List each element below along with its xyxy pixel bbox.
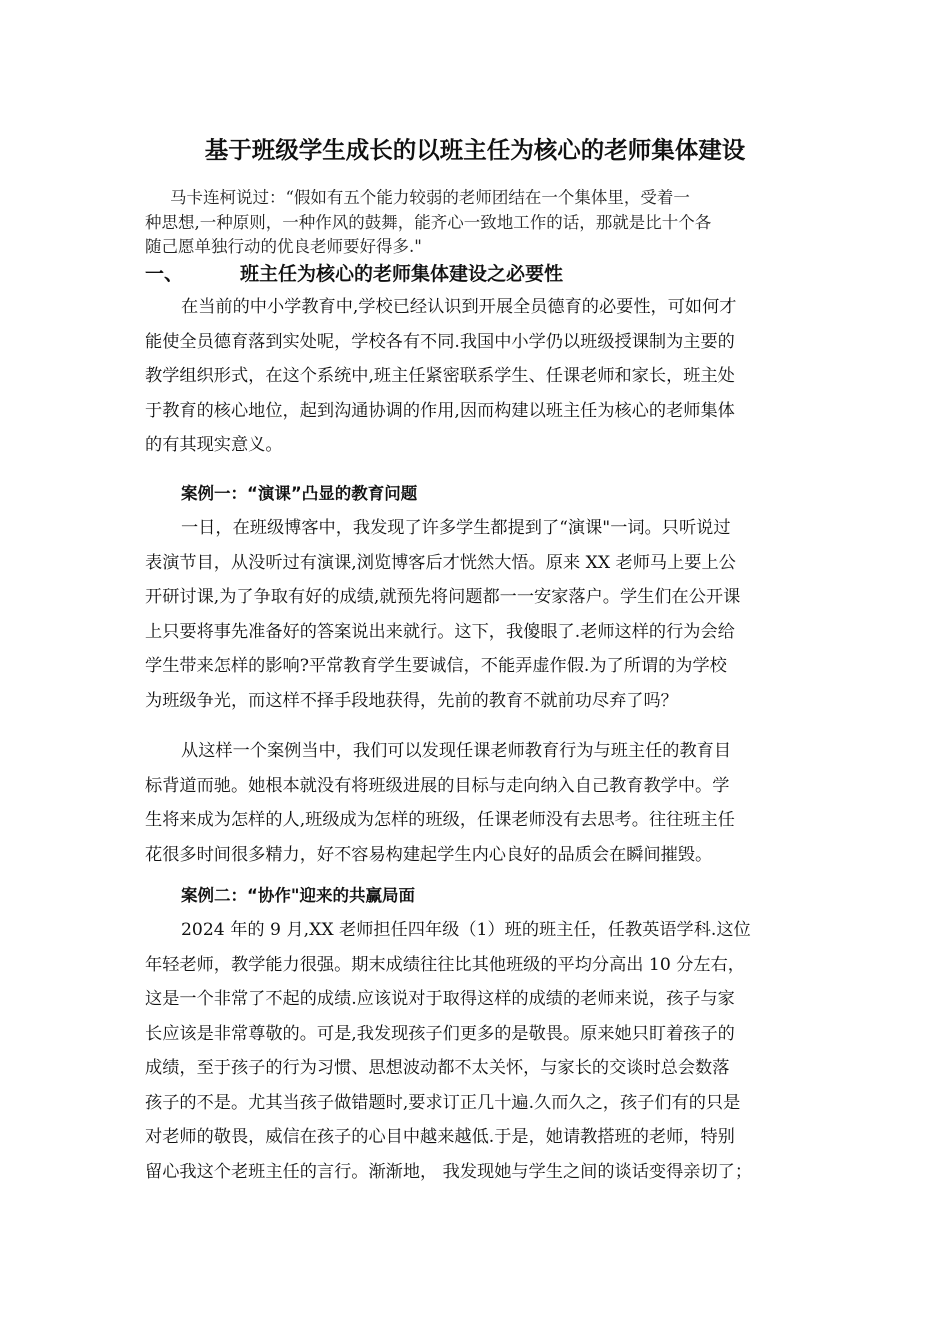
section-number: 一、 [145,263,184,285]
paragraph-line: 学生带来怎样的影响?平常教育学生要诚信，不能弄虚作假.为了所谓的为学校 [145,656,727,676]
paragraph-line: 年轻老师，教学能力很强。期末成绩往往比其他班级的平均分高出 10 分左右， [145,954,745,975]
section-heading [145,259,563,289]
paragraph-line: 上只要将事先准备好的答案说出来就行。这下，我傻眼了.老师这样的行为会给 [145,621,735,642]
paragraph-line: 能使全员德育落到实处呢，学校各有不同.我国中小学仍以班级授课制为主要的 [145,331,735,352]
paragraph-line: 标背道而驰。她根本就没有将班级进展的目标与走向纳入自己教育教学中。学 [145,775,730,796]
section-title: 班主任为核心的老师集体建设之必要性 [240,263,564,285]
paragraph-line: 长应该是非常尊敬的。可是,我发现孩子们更多的是敬畏。原来她只盯着孩子的 [145,1023,735,1044]
paragraph-line: 开研讨课,为了争取有好的成绩,就预先将问题都一一安家落户。学生们在公开课 [145,587,741,607]
paragraph-line: 为班级争光，而这样不择手段地获得，先前的教育不就前功尽弃了吗？ [145,690,678,711]
paragraph-line: 于教育的核心地位，起到沟通协调的作用,因而构建以班主任为核心的老师集体 [145,400,735,421]
quote-line: 种思想,一种原则，一种作风的鼓舞，能齐心一致地工作的话，那就是比十个各 [145,212,712,232]
paragraph-line: 孩子的不是。尤其当孩子做错题时,要求订正几十遍.久而久之，孩子们有的只是 [145,1092,741,1113]
case-one-heading: 案例一：“演课”凸显的教育问题 [181,484,418,503]
paragraph-case-one-analysis [145,734,810,872]
paragraph-line: 表演节目，从没听过有演课,浏览博客后才恍然大悟。原来 XX 老师马上要上公 [145,552,736,573]
document-title: 基于班级学生成长的以班主任为核心的老师集体建设 [204,136,746,164]
paragraph-line: 从这样一个案例当中，我们可以发现任课老师教育行为与班主任的教育目 [181,741,732,761]
paragraph-case-two [145,913,810,1189]
paragraph-line: 花很多时间很多精力，好不容易构建起学生内心良好的品质会在瞬间摧毁。 [145,844,713,865]
paragraph-line: 留心我这个老班主任的言行。渐渐地， 我发现她与学生之间的谈话变得亲切了； [145,1161,753,1182]
paragraph-line: 2024 年的 9 月,XX 老师担任四年级（1）班的班主任，任教英语学科.这位 [181,920,751,940]
paragraph-line: 一日，在班级博客中，我发现了许多学生都提到了“演课"一词。只听说过 [181,518,731,538]
paragraph-line: 的有其现实意义。 [145,435,283,455]
quote-line: 随己愿单独行动的优良老师要好得多." [145,237,422,256]
opening-quote [145,186,810,260]
paragraph-line: 在当前的中小学教育中,学校已经认识到开展全员德育的必要性，可如何才 [181,297,737,317]
paragraph-necessity [145,290,810,463]
paragraph-line: 教学组织形式，在这个系统中,班主任紧密联系学生、任课老师和家长，班主处 [145,366,735,386]
quote-line: 马卡连柯说过：“假如有五个能力较弱的老师团结在一个集体里，受着一 [170,188,690,207]
paragraph-line: 成绩，至于孩子的行为习惯、思想波动都不太关怀，与家长的交谈时总会数落 [145,1058,730,1078]
paragraph-case-one [145,511,810,718]
paragraph-line: 这是一个非常了不起的成绩.应该说对于取得这样的成绩的老师来说，孩子与家 [145,989,735,1009]
paragraph-line: 对老师的敬畏，威信在孩子的心目中越来越低.于是，她请教搭班的老师，特别 [145,1127,735,1147]
paragraph-line: 生将来成为怎样的人,班级成为怎样的班级，任课老师没有去思考。往往班主任 [145,810,735,830]
case-two-heading: 案例二：“协作"迎来的共赢局面 [181,886,415,905]
